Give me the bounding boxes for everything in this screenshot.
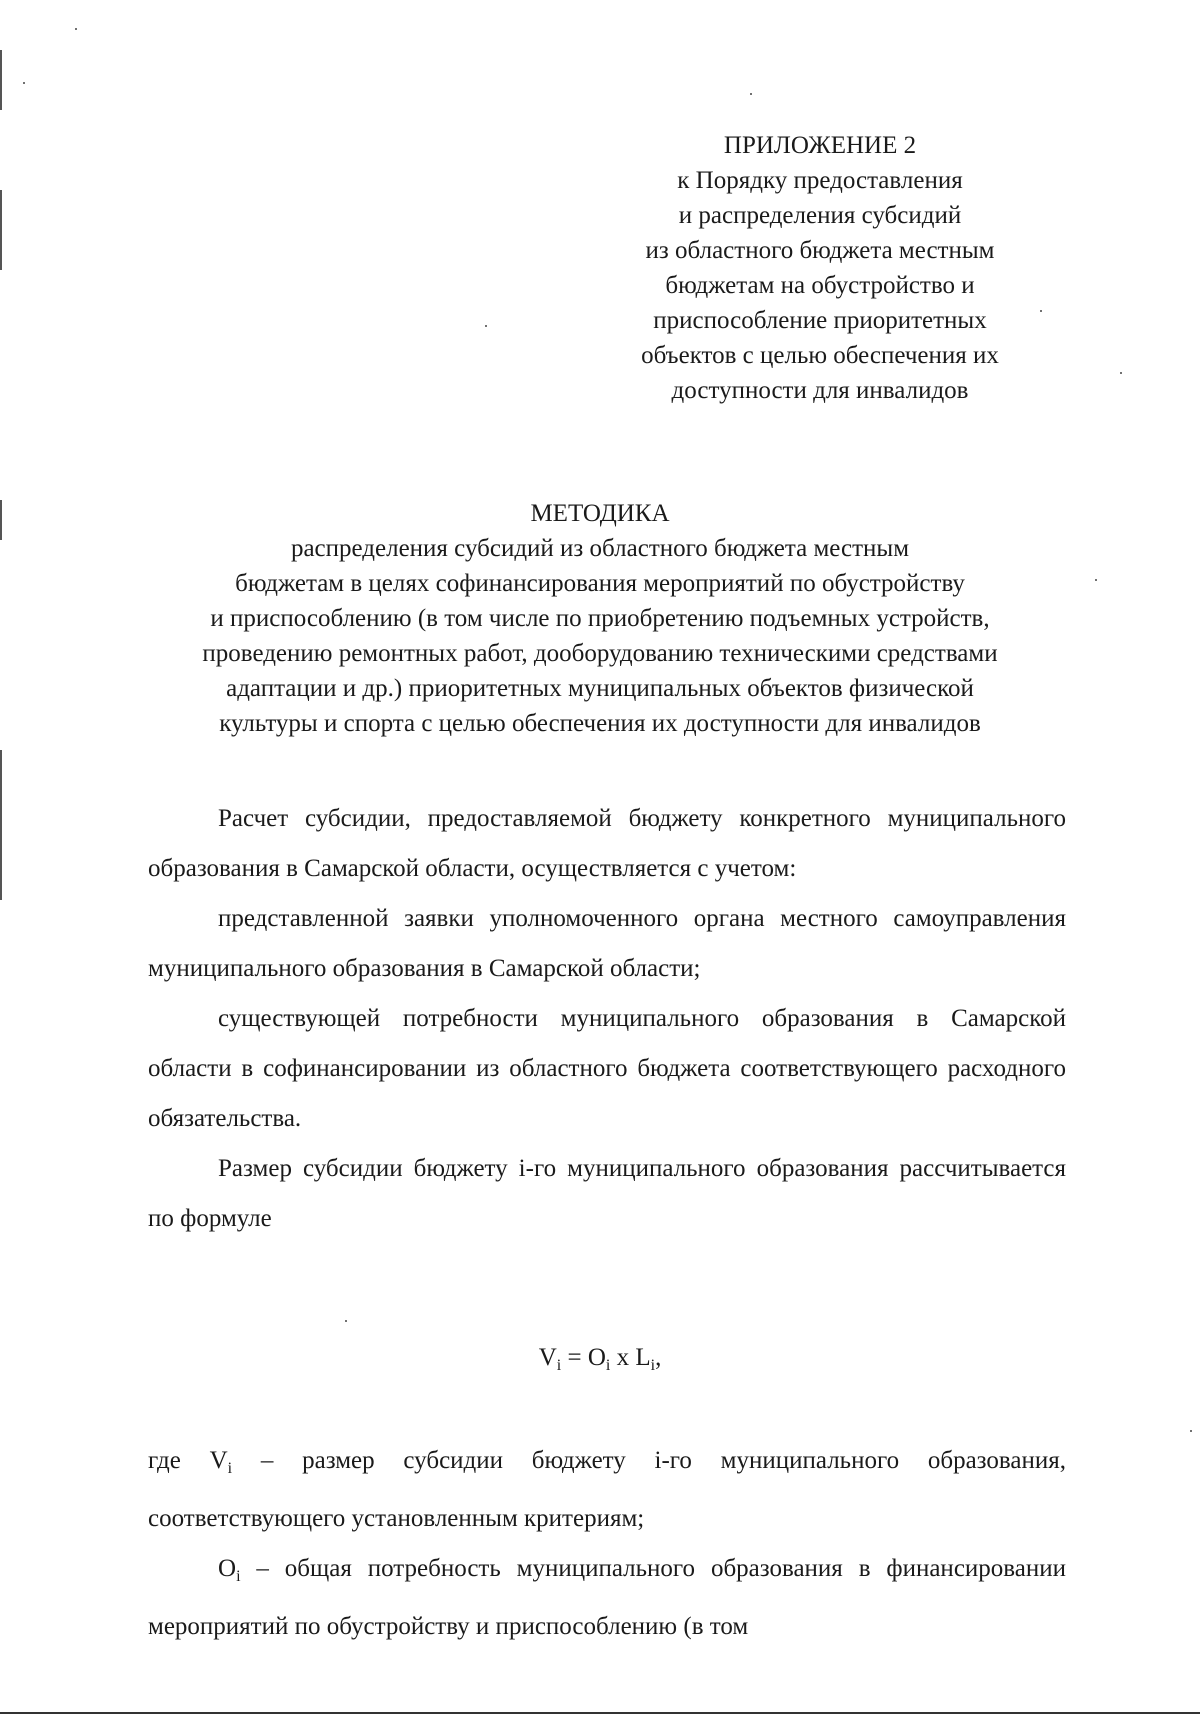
definition-oi-text: – общая потребность муниципального образования в финансировании мероприятий по обустройству и приспособлению (в том [148, 1555, 1066, 1640]
method-subtitle-line: бюджетам в целях софинансирования мероприятий по обустройству [235, 570, 965, 597]
definition-oi-subscript: i [236, 1568, 241, 1585]
appendix-line: к Порядку предоставления [677, 167, 963, 194]
appendix-line: объектов с целью обеспечения их [641, 342, 999, 369]
scan-bottom-edge [0, 1712, 1200, 1714]
formula-o-subscript: i [605, 1357, 611, 1374]
scan-edge-mark [0, 750, 2, 900]
appendix-header [590, 128, 1050, 408]
method-title-block [110, 496, 1090, 741]
formula-v-subscript: i [556, 1357, 562, 1374]
scan-edge-mark [0, 500, 2, 540]
scan-speck [750, 93, 752, 95]
formula-times: x [610, 1344, 636, 1371]
method-subtitle-line: распределения субсидий из областного бюджета местным [290, 535, 910, 562]
definition-vi [148, 1436, 1066, 1544]
formula-end: , [655, 1344, 662, 1371]
formula-l-subscript: i [650, 1357, 656, 1374]
appendix-line: доступности для инвалидов [671, 377, 969, 404]
document-body [148, 794, 1066, 1244]
formula-v: V [538, 1344, 557, 1371]
scan-speck [1120, 372, 1122, 374]
appendix-line: приспособление приоритетных [653, 307, 987, 334]
scan-edge-mark [0, 50, 2, 110]
paragraph-formula-intro: Размер субсидии бюджету i-го муниципального образования рассчитывается по формуле [148, 1155, 1066, 1232]
scan-speck [485, 325, 487, 327]
definition-vi-text: – размер субсидии бюджету i-го муниципального образования, соответствующего установленным критериям; [148, 1447, 1066, 1532]
paragraph-need: существующей потребности муниципального образования в Самарской области в софинансировании из областного бюджета соответствующего расходного обязательства. [148, 1005, 1066, 1132]
formula-definitions [148, 1436, 1066, 1652]
definition-vi-prefix: где V [148, 1447, 228, 1474]
paragraph-calculation-basis: Расчет субсидии, предоставляемой бюджету конкретного муниципального образования в Самарской области, осуществляется с учетом: [148, 805, 1066, 882]
definition-vi-subscript: i [227, 1460, 233, 1477]
formula-o: O [587, 1344, 606, 1371]
formula-l: L [635, 1344, 651, 1371]
method-subtitle-line: адаптации и др.) приоритетных муниципальных объектов физической [226, 675, 974, 702]
scan-speck [75, 28, 77, 30]
definition-oi [148, 1544, 1066, 1652]
appendix-line: бюджетам на обустройство и [665, 272, 975, 299]
definition-oi-symbol: O [218, 1555, 237, 1582]
scan-speck [1095, 579, 1097, 581]
paragraph-application: представленной заявки уполномоченного органа местного самоуправления муниципального образования в Самарской области; [148, 905, 1066, 982]
method-subtitle-line: и приспособлению (в том числе по приобретению подъемных устройств, [210, 605, 990, 632]
appendix-line: и распределения субсидий [678, 202, 962, 229]
formula [0, 1338, 1200, 1386]
method-subtitle-line: проведению ремонтных работ, дооборудованию техническими средствами [202, 640, 998, 667]
scan-speck [1190, 1430, 1192, 1432]
scan-speck [23, 82, 25, 84]
appendix-heading: ПРИЛОЖЕНИЕ 2 [723, 132, 917, 159]
appendix-line: из областного бюджета местным [645, 237, 995, 264]
method-subtitle-line: культуры и спорта с целью обеспечения их доступности для инвалидов [219, 710, 981, 737]
formula-equals: = [561, 1344, 588, 1371]
method-title: МЕТОДИКА [530, 500, 670, 527]
scan-edge-mark [0, 190, 2, 270]
scan-speck [345, 1320, 347, 1322]
